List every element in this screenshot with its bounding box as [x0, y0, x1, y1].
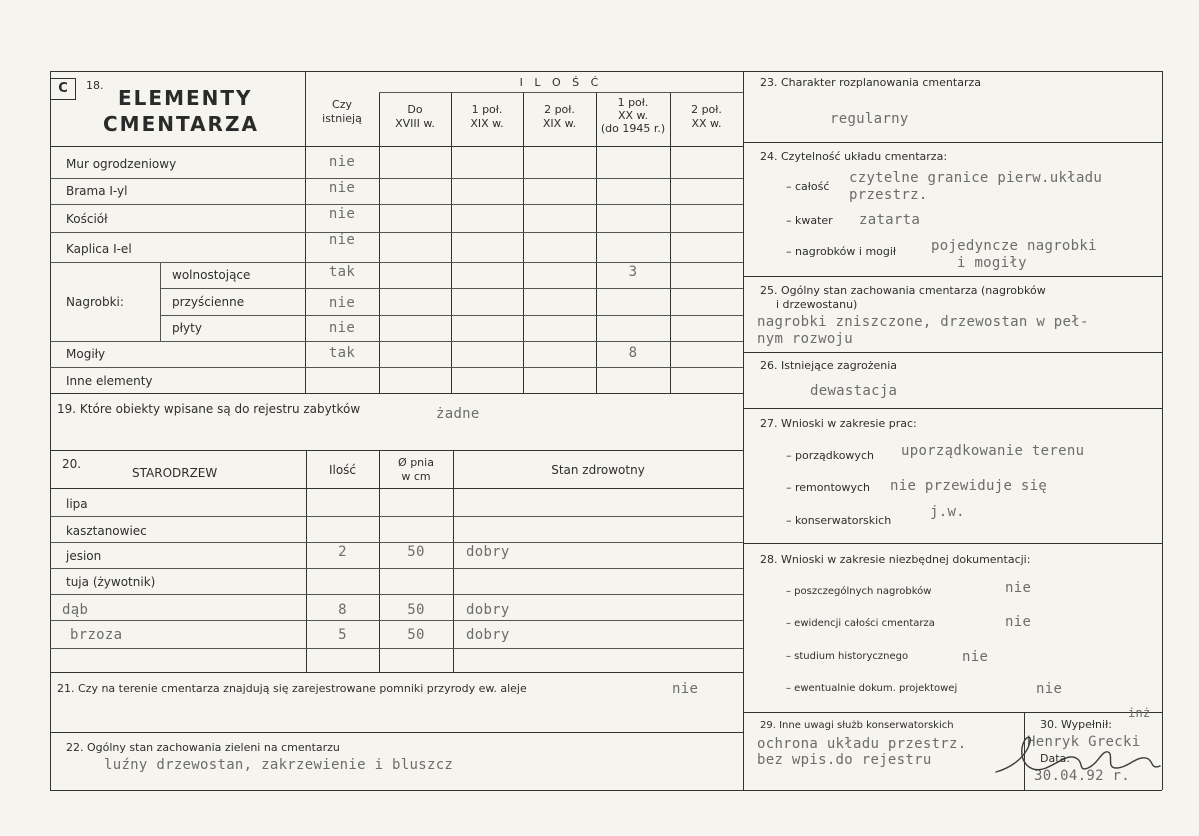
tree-name: brzoza — [70, 627, 123, 643]
q20-number: 20. — [62, 457, 82, 471]
q28-item-label: – poszczególnych nagrobków — [786, 586, 932, 597]
tree-name: jesion — [66, 549, 102, 563]
count-mogily-1pol-20: 8 — [628, 345, 638, 361]
q24-calosc-answer-1: czytelne granice pierw.układu — [849, 170, 1103, 186]
q22-answer: luźny drzewostan, zakrzewienie i bluszcz — [104, 757, 454, 773]
value-kaplica: nie — [328, 232, 356, 248]
tree-state: dobry — [466, 627, 510, 643]
q24-bottom — [743, 276, 1162, 277]
tree-row-line — [50, 516, 743, 517]
q19-label: 19. Które obiekty wpisane są do rejestru zabytków — [57, 402, 361, 416]
tree-col-line — [453, 450, 454, 672]
row-line — [50, 178, 743, 179]
q27-kons-answer: j.w. — [930, 504, 965, 520]
tree-qty: 8 — [338, 602, 347, 618]
q23-label: 23. Charakter rozplanowania cmentarza — [760, 76, 981, 89]
label-plyty: płyty — [172, 321, 202, 335]
q19-bottom — [50, 450, 743, 451]
q23-answer: regularny — [830, 111, 909, 127]
label-brama: Brama I-yl — [66, 184, 128, 198]
q27-rem-label: – remontowych — [786, 481, 871, 494]
q20-col-ilosc: Ilość — [328, 463, 357, 477]
period-2pol-19: 2 poł. XIX w. — [542, 103, 577, 130]
q27-porz-label: – porządkowych — [786, 449, 874, 462]
tree-name: dąb — [62, 602, 89, 618]
tree-name: lipa — [66, 497, 88, 511]
q29-label: 29. Inne uwagi służb konserwatorskich — [760, 720, 954, 731]
q27-kons-label: – konserwatorskich — [786, 514, 892, 527]
q27-label: 27. Wnioski w zakresie prac: — [760, 417, 917, 430]
tree-qty: 2 — [338, 544, 347, 560]
value-mogily: tak — [328, 345, 356, 361]
q25-bottom — [743, 352, 1162, 353]
q24-nagrobkow-answer-1: pojedyncze nagrobki — [931, 238, 1097, 254]
q20-col-stan: Stan zdrowotny — [551, 463, 645, 477]
tree-diam: 50 — [407, 602, 425, 618]
col-line-do18 — [379, 92, 380, 393]
q27-bottom — [743, 543, 1162, 544]
period-1pol-20: 1 poł. XX w. (do 1945 r.) — [600, 96, 666, 135]
nagrobki-divider — [160, 262, 161, 341]
column-divider — [743, 71, 744, 790]
label-mogily: Mogiły — [66, 347, 106, 361]
q28-item-label: – studium historycznego — [786, 651, 909, 662]
period-do-18: Do XVIII w. — [395, 103, 435, 130]
q24-kwater-label: – kwater — [786, 214, 833, 227]
q26-bottom — [743, 408, 1162, 409]
title-line-2: CMENTARZA — [103, 112, 259, 136]
q25-answer-2: nym rozwoju — [757, 331, 854, 347]
q26-label: 26. Istniejące zagrożenia — [760, 359, 898, 372]
section-letter: C — [50, 78, 76, 100]
frame-top — [50, 71, 1162, 72]
q24-kwater-answer: zatarta — [859, 212, 921, 228]
q22-label: 22. Ogólny stan zachowania zieleni na cmentarzu — [66, 741, 340, 754]
value-przyscienne: nie — [328, 295, 356, 311]
col-line-2pol20 — [670, 92, 671, 393]
q30-name: Henryk Grecki — [1027, 734, 1141, 750]
q30-inz: inż — [1128, 706, 1151, 720]
tree-diam: 50 — [407, 627, 425, 643]
period-1pol-19: 1 poł. XIX w. — [470, 103, 504, 130]
tree-row-line — [50, 568, 743, 569]
q28-bottom — [743, 712, 1162, 713]
ilosc-header: I L O Ś Ć — [519, 76, 603, 89]
q30-label: 30. Wypełnił: — [1040, 718, 1112, 731]
czy-istnieja-header: Czy istnieją — [322, 98, 362, 125]
label-przyscienne: przyścienne — [172, 295, 245, 309]
row-line — [50, 393, 743, 394]
label-kosciol: Kościół — [66, 212, 108, 226]
q21-bottom — [50, 732, 743, 733]
q27-porz-answer: uporządkowanie terenu — [901, 443, 1085, 459]
row-line — [50, 262, 743, 263]
tree-bottom — [50, 672, 743, 673]
q20-title: STARODRZEW — [132, 466, 218, 480]
tree-qty: 5 — [338, 627, 347, 643]
tree-row-line — [50, 542, 743, 543]
row-line — [50, 232, 743, 233]
value-kosciol: nie — [328, 206, 356, 222]
label-nagrobki: Nagrobki: — [66, 295, 124, 309]
q28-item-answer: nie — [1005, 580, 1032, 596]
row-line — [160, 288, 743, 289]
q24-calosc-answer-2: przestrz. — [849, 187, 928, 203]
q26-answer: dewastacja — [810, 383, 898, 399]
label-mur: Mur ogrodzeniowy — [66, 157, 177, 171]
frame-right — [1162, 71, 1163, 790]
q25-label-1: 25. Ogólny stan zachowania cmentarza (nagrobków — [760, 284, 1046, 297]
q30-date: 30.04.92 r. — [1034, 768, 1131, 784]
tree-diam: 50 — [407, 544, 425, 560]
q28-item-answer: nie — [962, 649, 989, 665]
q24-calosc-label: – całość — [786, 180, 830, 193]
value-brama: nie — [328, 180, 356, 196]
q25-label-2: i drzewostanu) — [776, 298, 858, 311]
tree-name: tuja (żywotnik) — [66, 575, 156, 589]
header-bottom-line — [50, 146, 743, 147]
tree-header-bottom — [50, 488, 743, 489]
q21-label: 21. Czy na terenie cmentarza znajdują się zarejestrowane pomniki przyrody ew. aleje — [57, 682, 527, 695]
q30-date-label: Data: — [1040, 752, 1070, 765]
value-mur: nie — [328, 154, 356, 170]
row-line — [50, 367, 743, 368]
row-line — [50, 341, 743, 342]
period-2pol-20: 2 poł. XX w. — [691, 103, 722, 130]
col-line-1pol19 — [451, 92, 452, 393]
frame-bottom — [50, 790, 1162, 791]
q28-item-label: – ewentualnie dokum. projektowej — [786, 683, 958, 694]
label-wolnostojace: wolnostojące — [172, 268, 251, 282]
value-plyty: nie — [328, 320, 356, 336]
q25-answer-1: nagrobki zniszczone, drzewostan w peł- — [757, 314, 1089, 330]
q28-item-answer: nie — [1036, 681, 1063, 697]
q28-item-label: – ewidencji całości cmentarza — [786, 618, 935, 629]
label-inne: Inne elementy — [66, 374, 153, 388]
section-number: 18. — [86, 79, 104, 92]
q29-answer-1: ochrona układu przestrz. — [757, 736, 967, 752]
q24-nagrobkow-label: – nagrobków i mogił — [786, 245, 897, 258]
count-wolnostojace-1pol-20: 3 — [628, 264, 638, 280]
q24-nagrobkow-answer-2: i mogiły — [957, 255, 1027, 271]
q29-answer-2: bez wpis.do rejestru — [757, 752, 932, 768]
q27-rem-answer: nie przewiduje się — [890, 478, 1048, 494]
q19-answer: żadne — [436, 406, 480, 422]
tree-row-line — [50, 620, 743, 621]
q28-item-answer: nie — [1005, 614, 1032, 630]
tree-row-line — [50, 648, 743, 649]
value-wolnostojace: tak — [328, 264, 356, 280]
q28-label: 28. Wnioski w zakresie niezbędnej dokumentacji: — [760, 553, 1031, 566]
title-line-1: ELEMENTY — [118, 86, 253, 110]
tree-name: kasztanowiec — [66, 524, 147, 538]
row-line — [50, 204, 743, 205]
row-line — [160, 315, 743, 316]
signature-scribble — [990, 728, 1165, 788]
q23-bottom — [743, 142, 1162, 143]
q24-label: 24. Czytelność układu cmentarza: — [760, 150, 948, 163]
label-kaplica: Kaplica I-el — [66, 242, 132, 256]
tree-state: dobry — [466, 544, 510, 560]
q21-answer: nie — [672, 681, 699, 697]
q20-col-pnia: Ø pnia w cm — [398, 456, 434, 483]
col-line-2pol19 — [523, 92, 524, 393]
tree-row-line — [50, 594, 743, 595]
ilosc-underline — [379, 92, 743, 93]
tree-state: dobry — [466, 602, 510, 618]
